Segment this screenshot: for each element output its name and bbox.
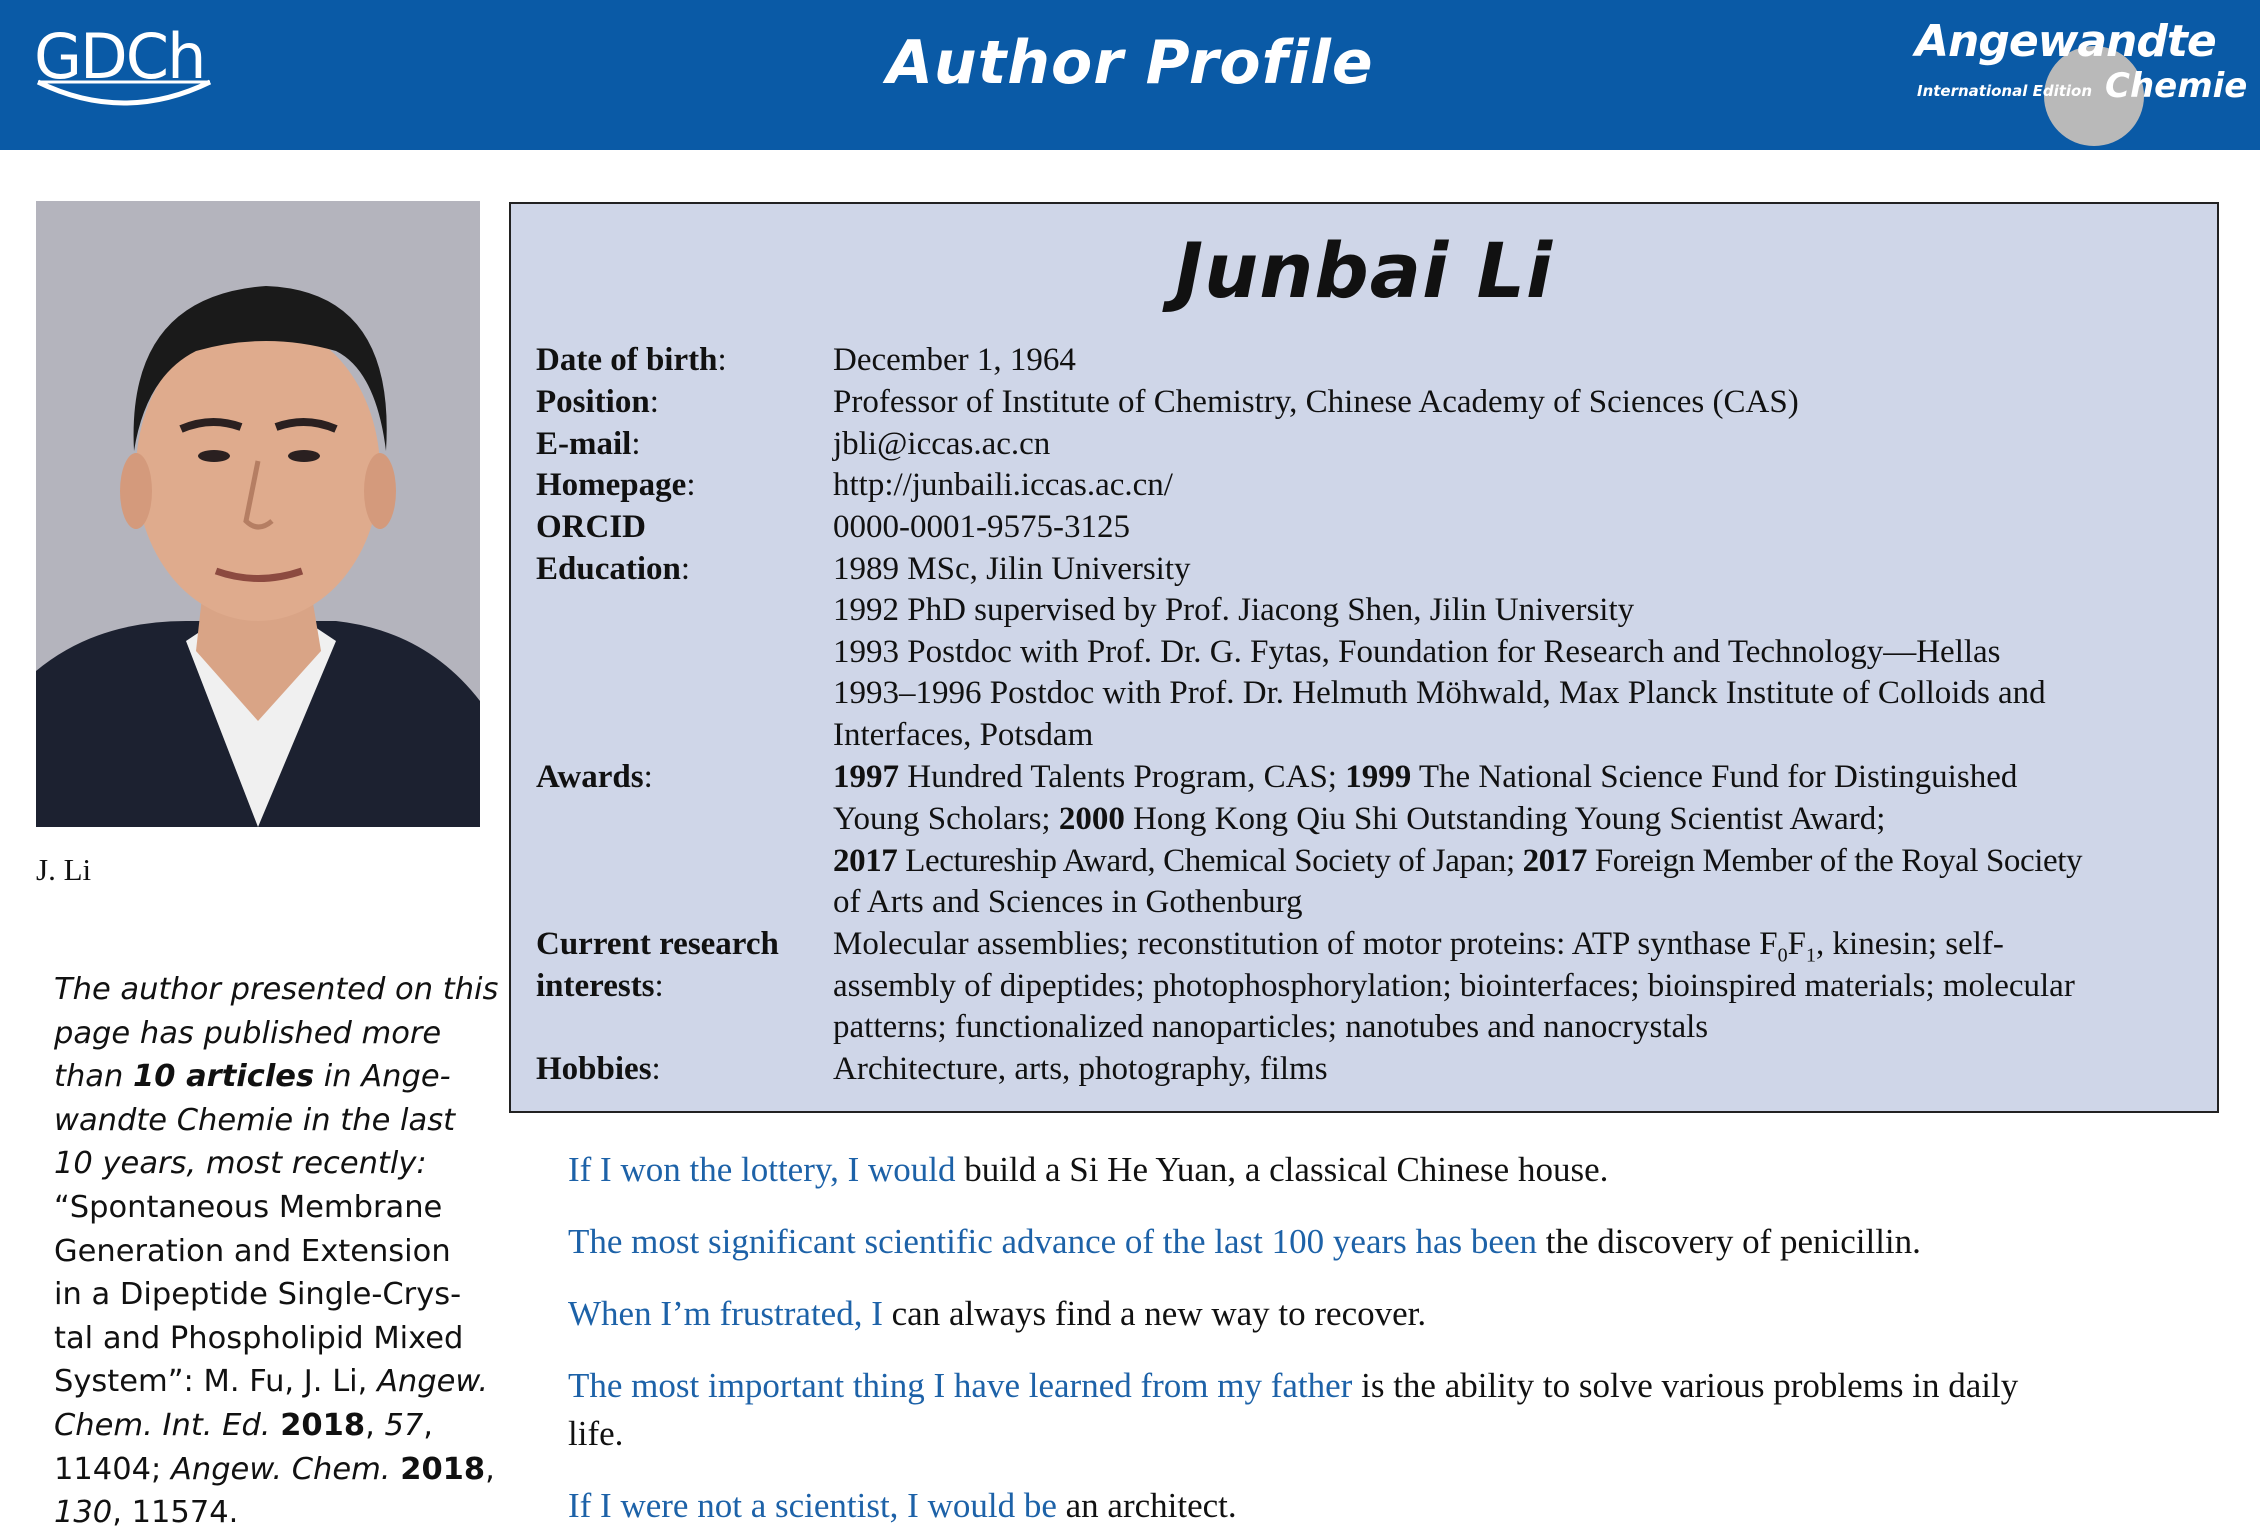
qa-item-continued [568,1414,623,1454]
colon: : [680,551,691,587]
ref-volume: 130 [54,1495,113,1531]
side-note-line: Generation and Extension [54,1233,451,1269]
award-text: Young Scholars; [833,801,1059,837]
qa-item [568,1222,1921,1262]
hobbies-label [536,1051,661,1088]
award-text: The National Science Fund for Distinguished [1411,759,2018,795]
position-label [536,384,659,421]
research-label: Current research [536,926,779,962]
qa-answer: life. [568,1414,624,1453]
journal-logo-chemie: Chemie [2105,66,2248,106]
side-note-text [391,1452,401,1487]
award-text: Lectureship Award, Chemical Society of Japan; [897,843,1523,879]
qa-question: The most significant scientific advance of the last 100 years has been [568,1222,1537,1261]
ref-year: 2018 [280,1407,366,1443]
journal-ref: Angew. [377,1364,489,1400]
side-note [54,968,499,1535]
education-line: Interfaces, Potsdam [833,717,1094,753]
side-note-line: 10 years, most recently: [54,1146,427,1182]
award-year: 2017 [833,843,898,879]
colon: : [631,426,641,462]
qa-answer: build a Si He Yuan, a classical Chinese house. [955,1150,1609,1189]
author-name: Junbai Li [1174,226,1554,315]
side-note-text: , [365,1407,385,1443]
qa-question: The most important thing I have learned from my father [568,1366,1353,1405]
journal-ref: Chem. Int. Ed. [54,1407,271,1443]
qa-answer: the discovery of penicillin. [1536,1222,1921,1261]
award-text: Foreign Member of the Royal Society [1586,843,2083,879]
side-note-line [54,1404,484,1448]
email-label [536,426,641,463]
awards-line [833,843,2082,880]
qa-item [568,1294,1426,1334]
dob-label [536,342,727,379]
qa-question: When I’m frustrated, I [568,1294,883,1333]
award-text: Hundred Talents Program, CAS; [899,759,1346,795]
journal-logo [1905,16,2248,136]
awards-line [833,801,1885,838]
qa-question: If I won the lottery, I would [568,1150,956,1189]
colon: : [649,384,659,420]
research-line [833,926,2004,968]
education-line: 1993–1996 Postdoc with Prof. Dr. Helmuth Möhwald, Max Planck Institute of Colloids and [833,675,2046,711]
ref-year: 2018 [400,1451,486,1487]
side-note-text: in Ange- [314,1059,451,1095]
research-line: assembly of dipeptides; photophosphorylation; biointerfaces; bioinspired materials; molecular [833,968,2075,1004]
hobbies-value: Architecture, arts, photography, films [833,1051,1328,1087]
hobbies-label-text: Hobbies [536,1051,652,1087]
qa-answer: an architect. [1056,1486,1237,1525]
position-label-text: Position [536,384,650,420]
side-note-text: , 11574. [112,1495,239,1531]
side-note-text [271,1408,281,1443]
side-note-line: tal and Phospholipid Mixed [54,1320,464,1356]
side-note-text: , [485,1451,495,1487]
journal-logo-edition: International Edition [1917,82,2093,100]
email-label-text: E-mail [536,426,632,462]
author-photo [36,201,480,827]
colon: : [654,968,664,1004]
side-note-line [54,1491,484,1535]
gdch-logo-text: GDCh [34,20,205,93]
position-value: Professor of Institute of Chemistry, Chinese Academy of Sciences (CAS) [833,384,1799,420]
colon: : [651,1051,661,1087]
research-text: , kinesin; self- [1816,926,2004,962]
colon: : [717,342,727,378]
colon: : [643,759,653,795]
dob-value: December 1, 1964 [833,342,1076,378]
homepage-label [536,467,695,504]
research-label-2 [536,968,664,1005]
qa-answer: is the ability to solve various problems in daily [1352,1366,2019,1405]
research-text: Molecular assemblies; reconstitution of motor proteins: ATP synthase F [833,926,1778,962]
side-note-text: than [54,1059,134,1095]
education-line: 1989 MSc, Jilin University [833,551,1191,587]
email-link[interactable]: jbli@iccas.ac.cn [833,426,1051,462]
colon: : [686,467,696,503]
award-year: 1997 [833,759,899,795]
side-note-line [54,1360,489,1404]
orcid-value: 0000-0001-9575-3125 [833,509,1130,545]
side-note-text: 11404; [54,1451,171,1487]
homepage-link[interactable]: http://junbaili.iccas.ac.cn/ [833,467,1173,503]
subscript: 1 [1806,944,1817,967]
qa-item [568,1150,1608,1190]
side-note-line: in a Dipeptide Single-Crys- [54,1277,462,1313]
side-note-line: The author presented on this [54,972,499,1007]
awards-label [536,759,653,796]
header-banner [0,0,2260,150]
portrait-image [36,201,480,827]
journal-ref: Angew. Chem. [171,1451,391,1487]
awards-label-text: Awards [536,759,644,795]
qa-item [568,1366,2018,1406]
page-title: Author Profile [886,28,1374,98]
side-note-line [54,1448,495,1492]
awards-line [833,759,2017,796]
photo-caption: J. Li [36,852,92,887]
qa-answer: can always find a new way to recover. [882,1294,1427,1333]
research-label-text: interests [536,968,655,1004]
homepage-label-text: Homepage [536,467,687,503]
award-text: Hong Kong Qiu Shi Outstanding Young Scientist Award; [1124,801,1886,837]
education-label-text: Education [536,551,681,587]
education-line: 1993 Postdoc with Prof. Dr. G. Fytas, Foundation for Research and Technology—Hellas [833,634,2001,670]
education-line: 1992 PhD supervised by Prof. Jiacong Shen, Jilin University [833,592,1635,628]
journal-logo-name: Angewandte [1915,16,2216,67]
award-year: 1999 [1345,759,1412,795]
side-note-line: “Spontaneous Membrane [54,1189,443,1225]
side-note-line: page has published more [54,1015,442,1051]
award-year: 2017 [1522,843,1587,879]
side-note-text: , [423,1407,433,1443]
award-year: 2000 [1058,801,1125,837]
qa-question: If I were not a scientist, I would be [568,1486,1057,1525]
orcid-label: ORCID [536,509,647,545]
research-text: F [1787,926,1807,962]
education-label [536,551,690,588]
side-note-line [54,1055,484,1099]
qa-item [568,1486,1237,1526]
ref-volume: 57 [384,1407,424,1443]
side-note-text: System”: M. Fu, J. Li, [54,1364,378,1400]
research-line: patterns; functionalized nanoparticles; nanotubes and nanocrystals [833,1009,1709,1045]
article-count: 10 articles [133,1059,315,1095]
side-note-line: wandte Chemie in the last [54,1102,456,1138]
dob-label-text: Date of birth [536,342,718,378]
subscript: 0 [1777,944,1788,967]
awards-line: of Arts and Sciences in Gothenburg [833,884,1303,920]
